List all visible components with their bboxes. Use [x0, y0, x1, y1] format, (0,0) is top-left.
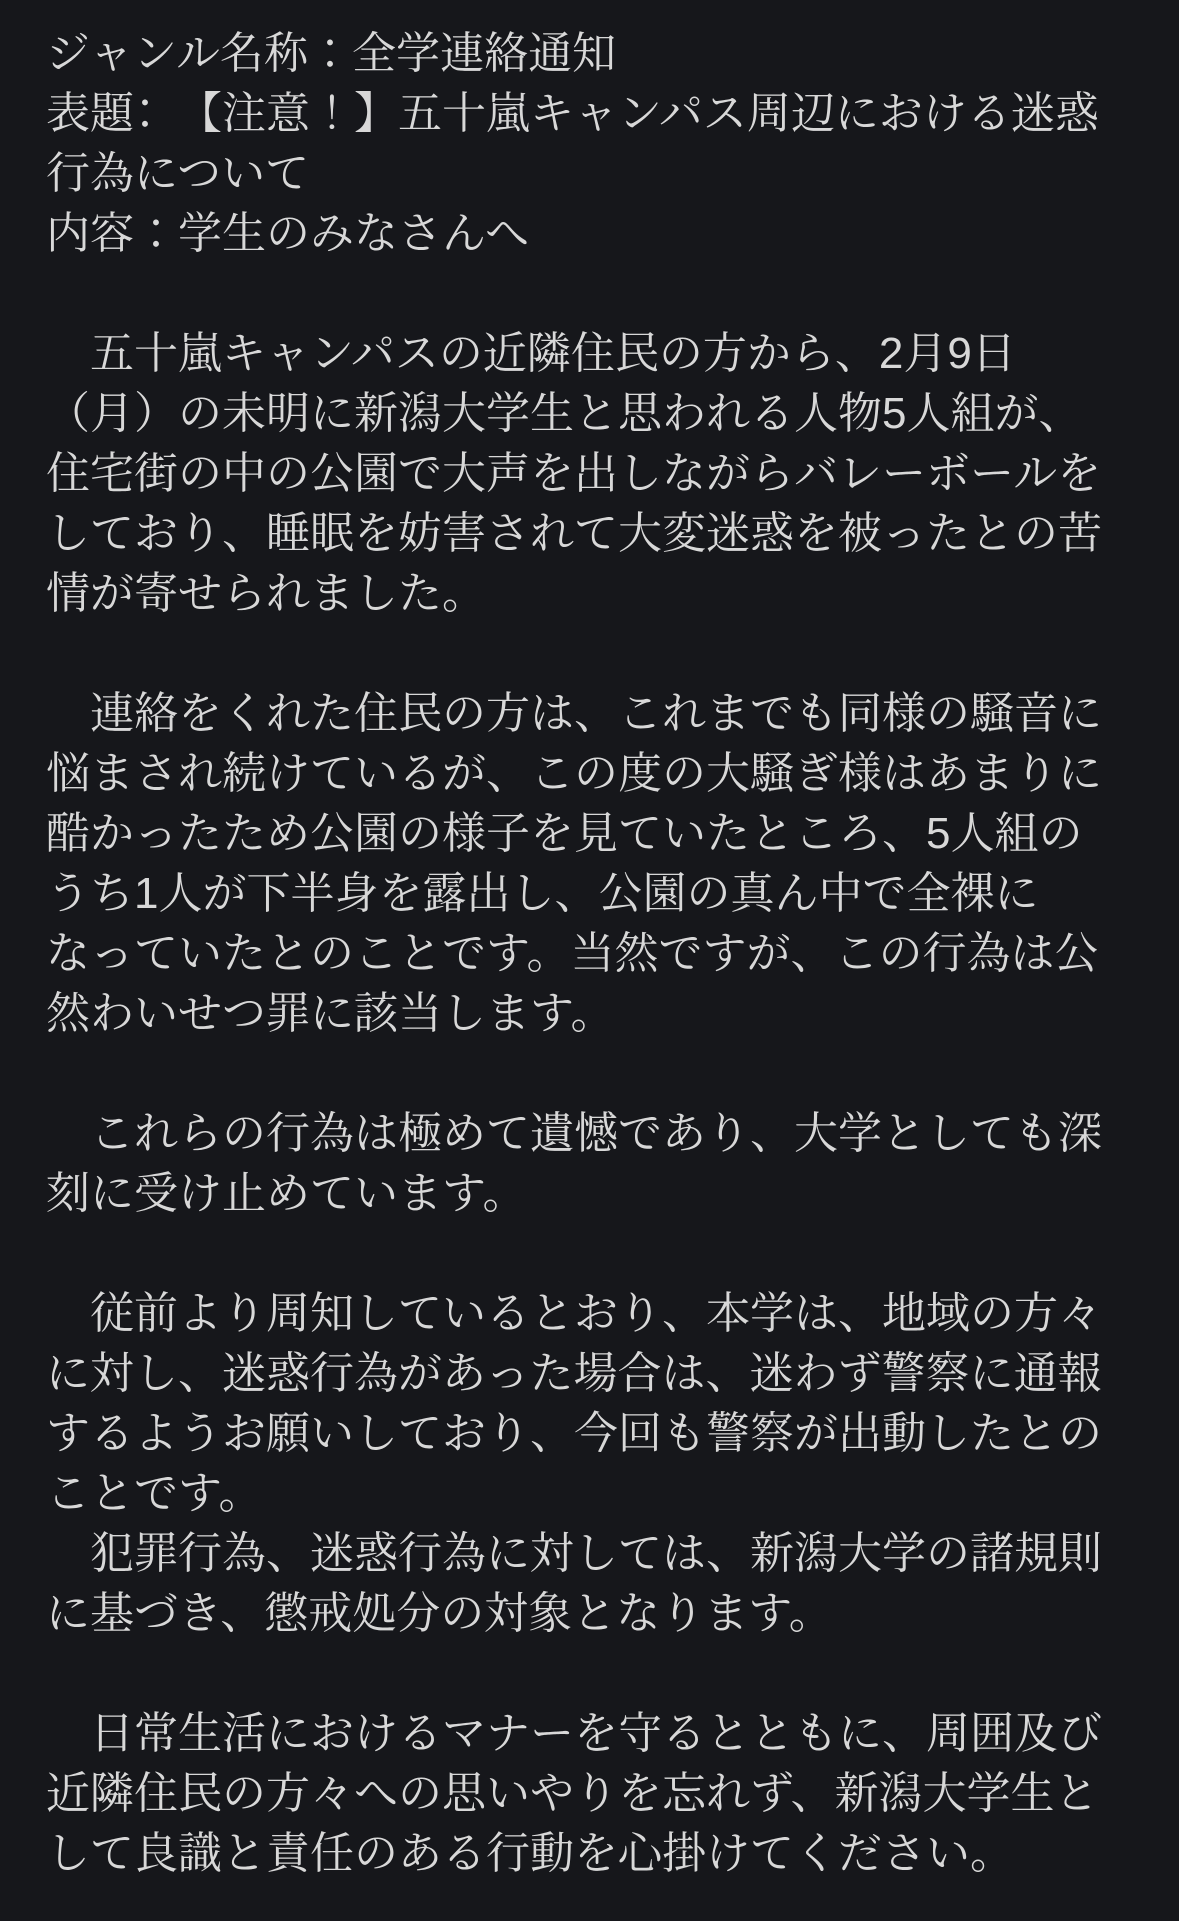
text-line: に基づき、懲戒処分の対象となります。	[46, 1589, 833, 1638]
notice-body	[46, 24, 1151, 1884]
paragraph-block	[46, 1284, 1151, 1644]
paragraph-block	[46, 24, 1151, 264]
text-line: 住宅街の中の公園で大声を出しながらバレーボールを	[46, 449, 1102, 498]
paragraph-block	[46, 1104, 1151, 1224]
text-line: 悩まされ続けているが、この度の大騒ぎ様はあまりに	[46, 749, 1102, 798]
text-line: するようお願いしており、今回も警察が出動したとの	[46, 1409, 1102, 1458]
text-line: （月）の未明に新潟大学生と思われる人物5人組が、	[46, 389, 1083, 438]
paragraph-block	[46, 1704, 1151, 1884]
text-line: 酷かったため公園の様子を見ていたところ、5人組の	[46, 809, 1083, 858]
paragraph-block	[46, 684, 1151, 1044]
text-line: これらの行為は極めて遺憾であり、大学としても深	[46, 1109, 1102, 1158]
text-line: 連絡をくれた住民の方は、これまでも同様の騒音に	[46, 689, 1102, 738]
text-line: して良識と責任のある行動を心掛けてください。	[46, 1829, 1014, 1878]
text-line: 刻に受け止めています。	[46, 1169, 527, 1218]
text-line: 従前より周知しているとおり、本学は、地域の方々	[46, 1289, 1102, 1338]
text-line: ことです。	[46, 1469, 263, 1518]
text-line: うち1人が下半身を露出し、公園の真ん中で全裸に	[46, 869, 1039, 918]
text-line: 日常生活におけるマナーを守るとともに、周囲及び	[46, 1709, 1102, 1758]
text-line: 然わいせつ罪に該当します。	[46, 989, 615, 1038]
paragraph-block	[46, 324, 1151, 624]
text-line: 犯罪行為、迷惑行為に対しては、新潟大学の諸規則	[46, 1529, 1102, 1578]
text-line: に対し、迷惑行為があった場合は、迷わず警察に通報	[46, 1349, 1102, 1398]
text-line: 五十嵐キャンパスの近隣住民の方から、2月9日	[46, 329, 1016, 378]
text-line: しており、睡眠を妨害されて大変迷惑を被ったとの苦	[46, 509, 1102, 558]
text-line: 近隣住民の方々への思いやりを忘れず、新潟大学生と	[46, 1769, 1099, 1818]
text-line: 内容：学生のみなさんへ	[46, 209, 530, 258]
text-line: 情が寄せられました。	[46, 569, 486, 618]
text-line: ジャンル名称：全学連絡通知	[46, 29, 617, 78]
text-line: なっていたとのことです。当然ですが、この行為は公	[46, 929, 1099, 978]
text-line: 行為について	[46, 149, 310, 198]
text-line: 表題： 【注意！】五十嵐キャンパス周辺における迷惑	[46, 89, 1099, 138]
